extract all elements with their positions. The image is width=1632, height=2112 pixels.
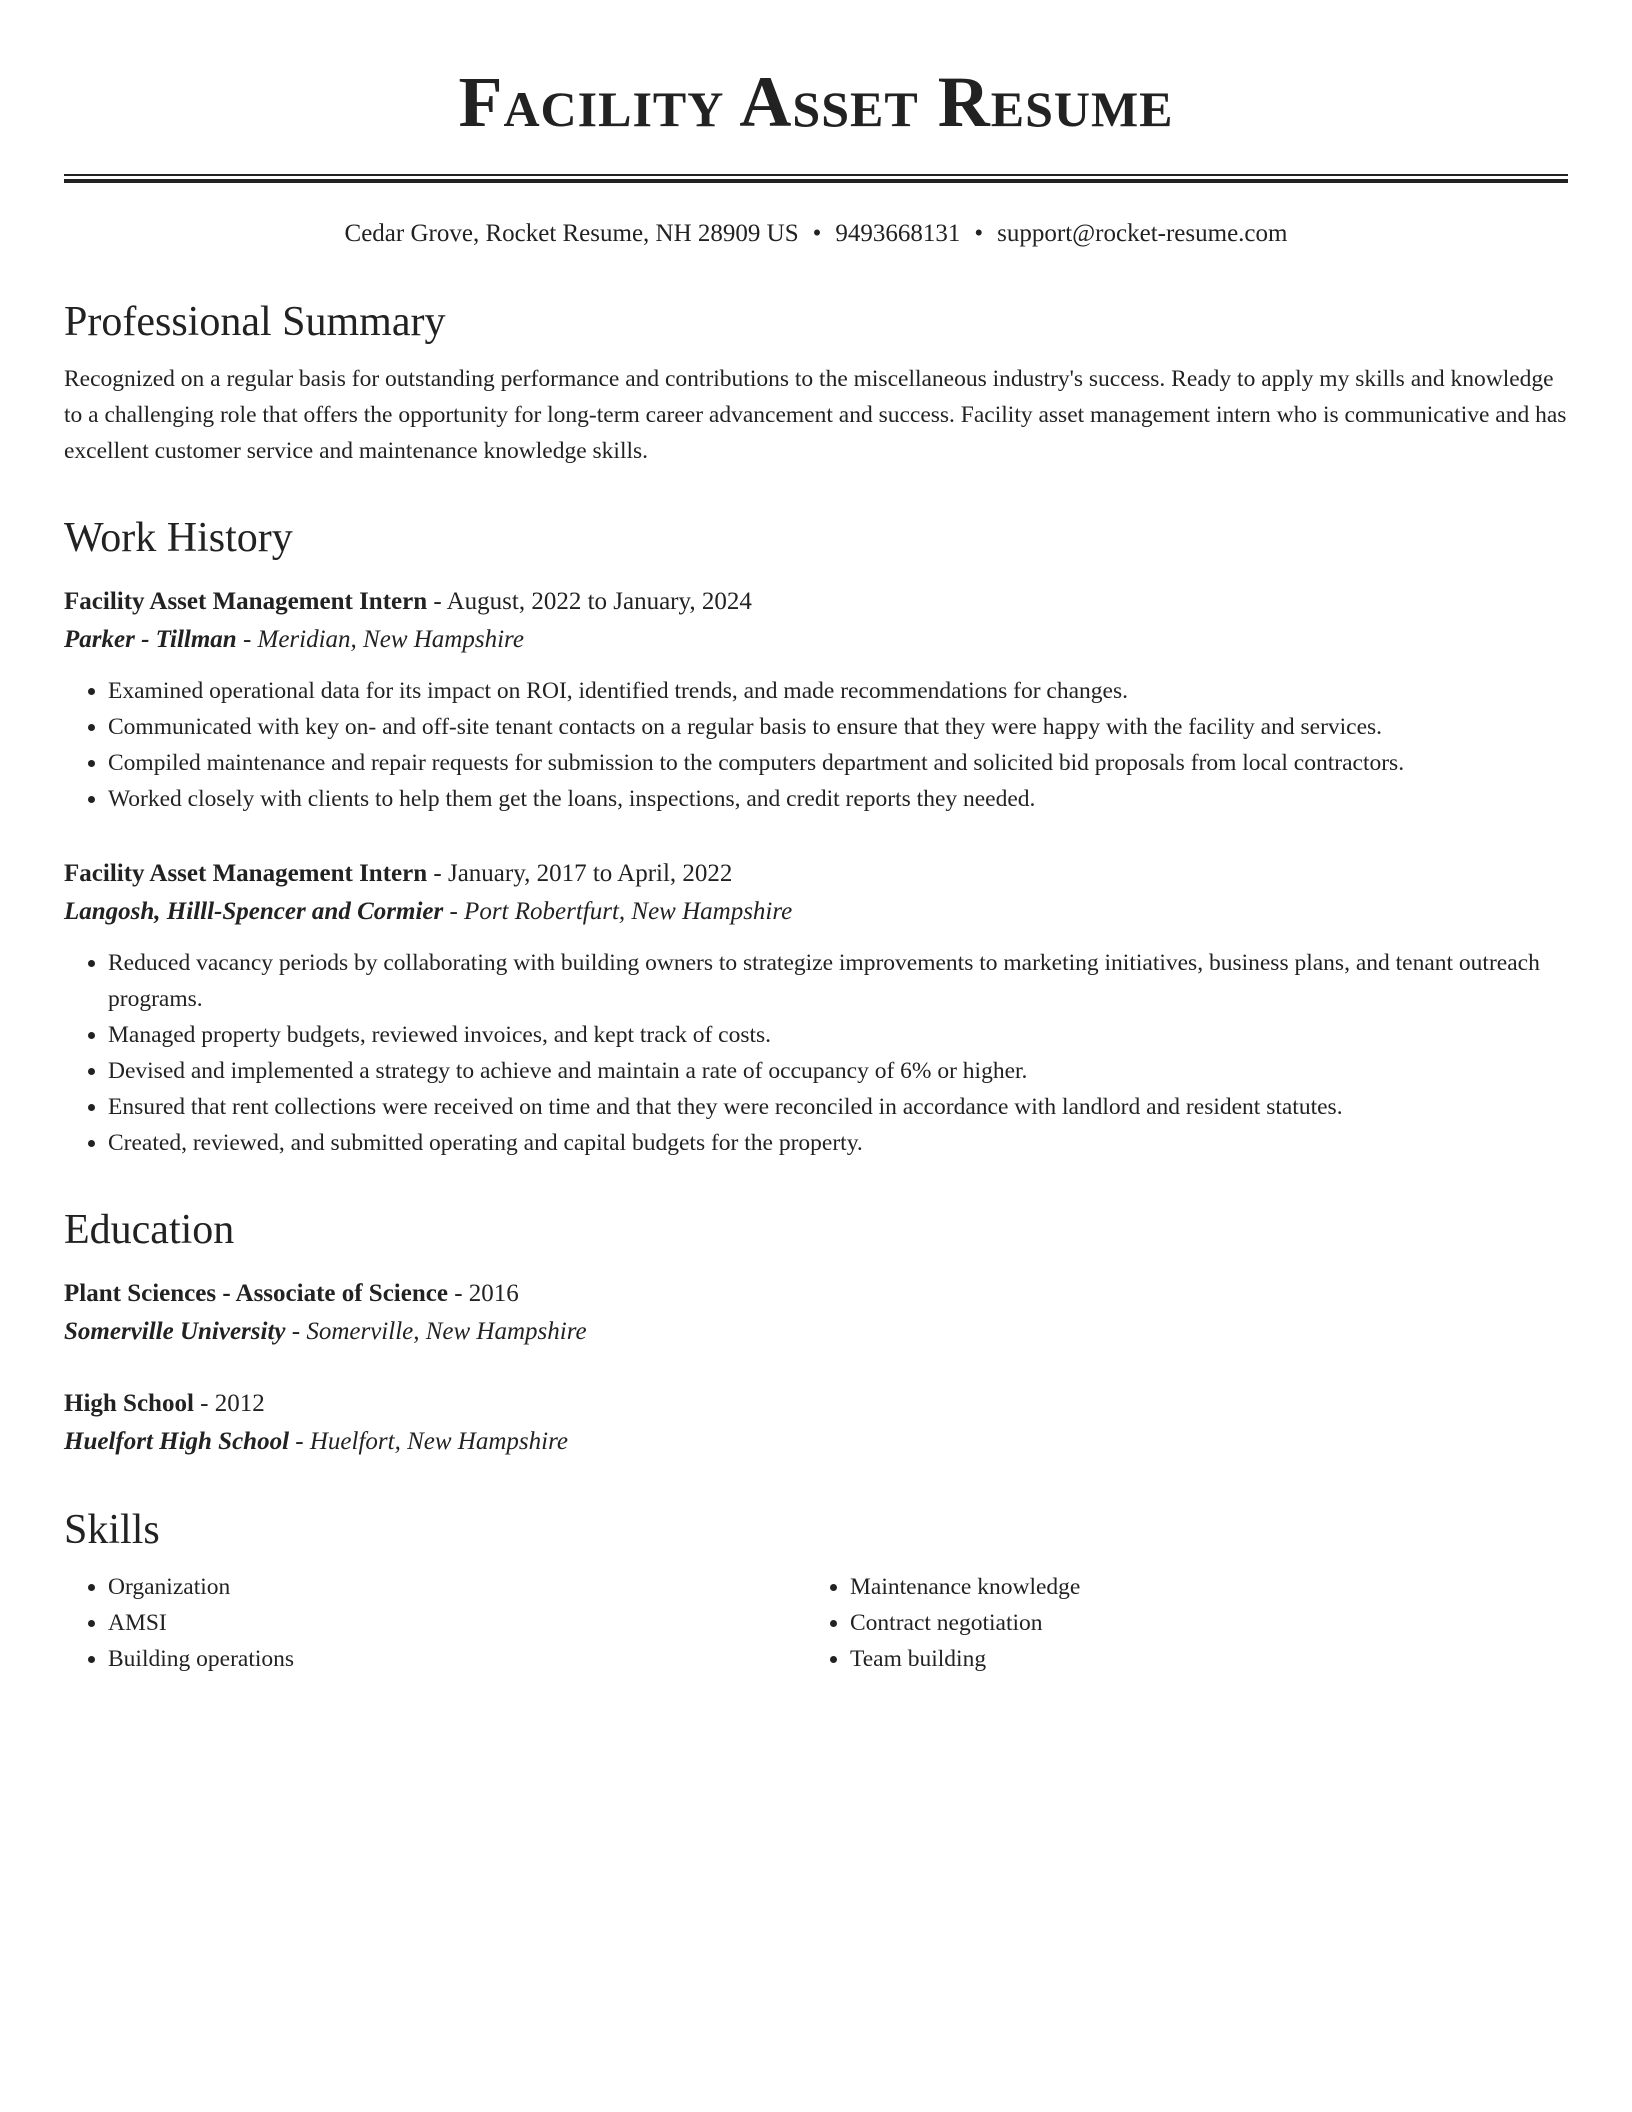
contact-separator: • bbox=[812, 220, 822, 247]
skill-item: • Organization bbox=[108, 1569, 806, 1605]
education-location: - Somerville, New Hampshire bbox=[285, 1318, 587, 1345]
job-entry bbox=[64, 583, 1568, 817]
skills-columns bbox=[64, 1569, 1568, 1677]
job-bullets bbox=[64, 673, 1568, 817]
skill-item: • Building operations bbox=[108, 1641, 806, 1677]
job-dates: - January, 2017 to April, 2022 bbox=[427, 860, 733, 887]
education-school-line bbox=[64, 1313, 1568, 1351]
job-dates: - August, 2022 to January, 2024 bbox=[427, 588, 752, 615]
summary-text: Recognized on a regular basis for outstanding performance and contributions to the miscellaneous industry's success. Ready to apply my skills and knowledge to a challenging role that offers the opportunity for long-term career advancement and success. Facility asset management intern who is communicative and has excellent customer service and maintenance knowledge skills. bbox=[64, 366, 1567, 464]
education-header bbox=[64, 1385, 1568, 1423]
list-item: • Managed property budgets, reviewed invoices, and kept track of costs. bbox=[108, 1017, 1568, 1053]
list-item: • Examined operational data for its impact on ROI, identified trends, and made recommendations for changes. bbox=[108, 673, 1568, 709]
education-degree: High School bbox=[64, 1390, 194, 1417]
contact-separator: • bbox=[974, 220, 984, 247]
education-section bbox=[64, 1205, 1568, 1461]
skills-list-right bbox=[806, 1569, 1548, 1677]
list-item: • Communicated with key on- and off-site tenant contacts on a regular basis to ensure that they were happy with the facility and services. bbox=[108, 709, 1568, 745]
list-item: • Ensured that rent collections were received on time and that they were reconciled in accordance with landlord and resident statutes. bbox=[108, 1089, 1568, 1125]
job-header bbox=[64, 583, 1568, 621]
list-item: • Created, reviewed, and submitted operating and capital budgets for the property. bbox=[108, 1125, 1568, 1161]
skill-item: • Maintenance knowledge bbox=[850, 1569, 1548, 1605]
education-school: Huelfort High School bbox=[64, 1428, 290, 1455]
job-location: - Meridian, New Hampshire bbox=[236, 626, 524, 653]
skill-item: • Team building bbox=[850, 1641, 1548, 1677]
job-entry bbox=[64, 855, 1568, 1161]
list-item: • Worked closely with clients to help them get the loans, inspections, and credit reports they needed. bbox=[108, 781, 1568, 817]
work-history-section bbox=[64, 513, 1568, 1161]
summary-heading: Professional Summary bbox=[64, 299, 446, 345]
work-history-heading: Work History bbox=[64, 515, 293, 561]
education-school: Somerville University bbox=[64, 1318, 286, 1345]
skill-item: • AMSI bbox=[108, 1605, 806, 1641]
education-year: - 2016 bbox=[447, 1280, 519, 1307]
job-title: Facility Asset Management Intern bbox=[64, 588, 428, 615]
education-entry bbox=[64, 1275, 1568, 1351]
job-company: Langosh, Hilll-Spencer and Cormier bbox=[64, 898, 444, 925]
title-divider bbox=[64, 174, 1568, 183]
list-item: • Reduced vacancy periods by collaborating with building owners to strategize improvements to marketing initiatives, business plans, and tenant outreach programs. bbox=[108, 945, 1568, 1017]
education-location: - Huelfort, New Hampshire bbox=[289, 1428, 568, 1455]
contact-address: Cedar Grove, Rocket Resume, NH 28909 US bbox=[344, 220, 799, 247]
skill-item: • Contract negotiation bbox=[850, 1605, 1548, 1641]
education-heading: Education bbox=[64, 1207, 235, 1253]
education-year: - 2012 bbox=[193, 1390, 265, 1417]
job-employer bbox=[64, 893, 1568, 931]
job-employer bbox=[64, 621, 1568, 659]
skills-section bbox=[64, 1505, 1568, 1677]
job-bullets bbox=[64, 945, 1568, 1161]
list-item: • Compiled maintenance and repair requests for submission to the computers department and solicited bid proposals from local contractors. bbox=[108, 745, 1568, 781]
job-company: Parker - Tillman bbox=[64, 626, 237, 653]
education-entry bbox=[64, 1385, 1568, 1461]
job-location: - Port Robertfurt, New Hampshire bbox=[443, 898, 793, 925]
education-degree: Plant Sciences - Associate of Science bbox=[64, 1280, 448, 1307]
list-item: • Devised and implemented a strategy to achieve and maintain a rate of occupancy of 6% or higher. bbox=[108, 1053, 1568, 1089]
education-header bbox=[64, 1275, 1568, 1313]
resume-title: Facility Asset Resume bbox=[458, 62, 1174, 142]
skills-list-left bbox=[64, 1569, 806, 1677]
job-title: Facility Asset Management Intern bbox=[64, 860, 428, 887]
education-school-line bbox=[64, 1423, 1568, 1461]
contact-email: support@rocket-resume.com bbox=[997, 220, 1288, 247]
summary-section bbox=[64, 297, 1568, 469]
contact-line bbox=[64, 217, 1568, 251]
job-header bbox=[64, 855, 1568, 893]
skills-heading: Skills bbox=[64, 1507, 160, 1553]
contact-phone: 9493668131 bbox=[835, 220, 961, 247]
